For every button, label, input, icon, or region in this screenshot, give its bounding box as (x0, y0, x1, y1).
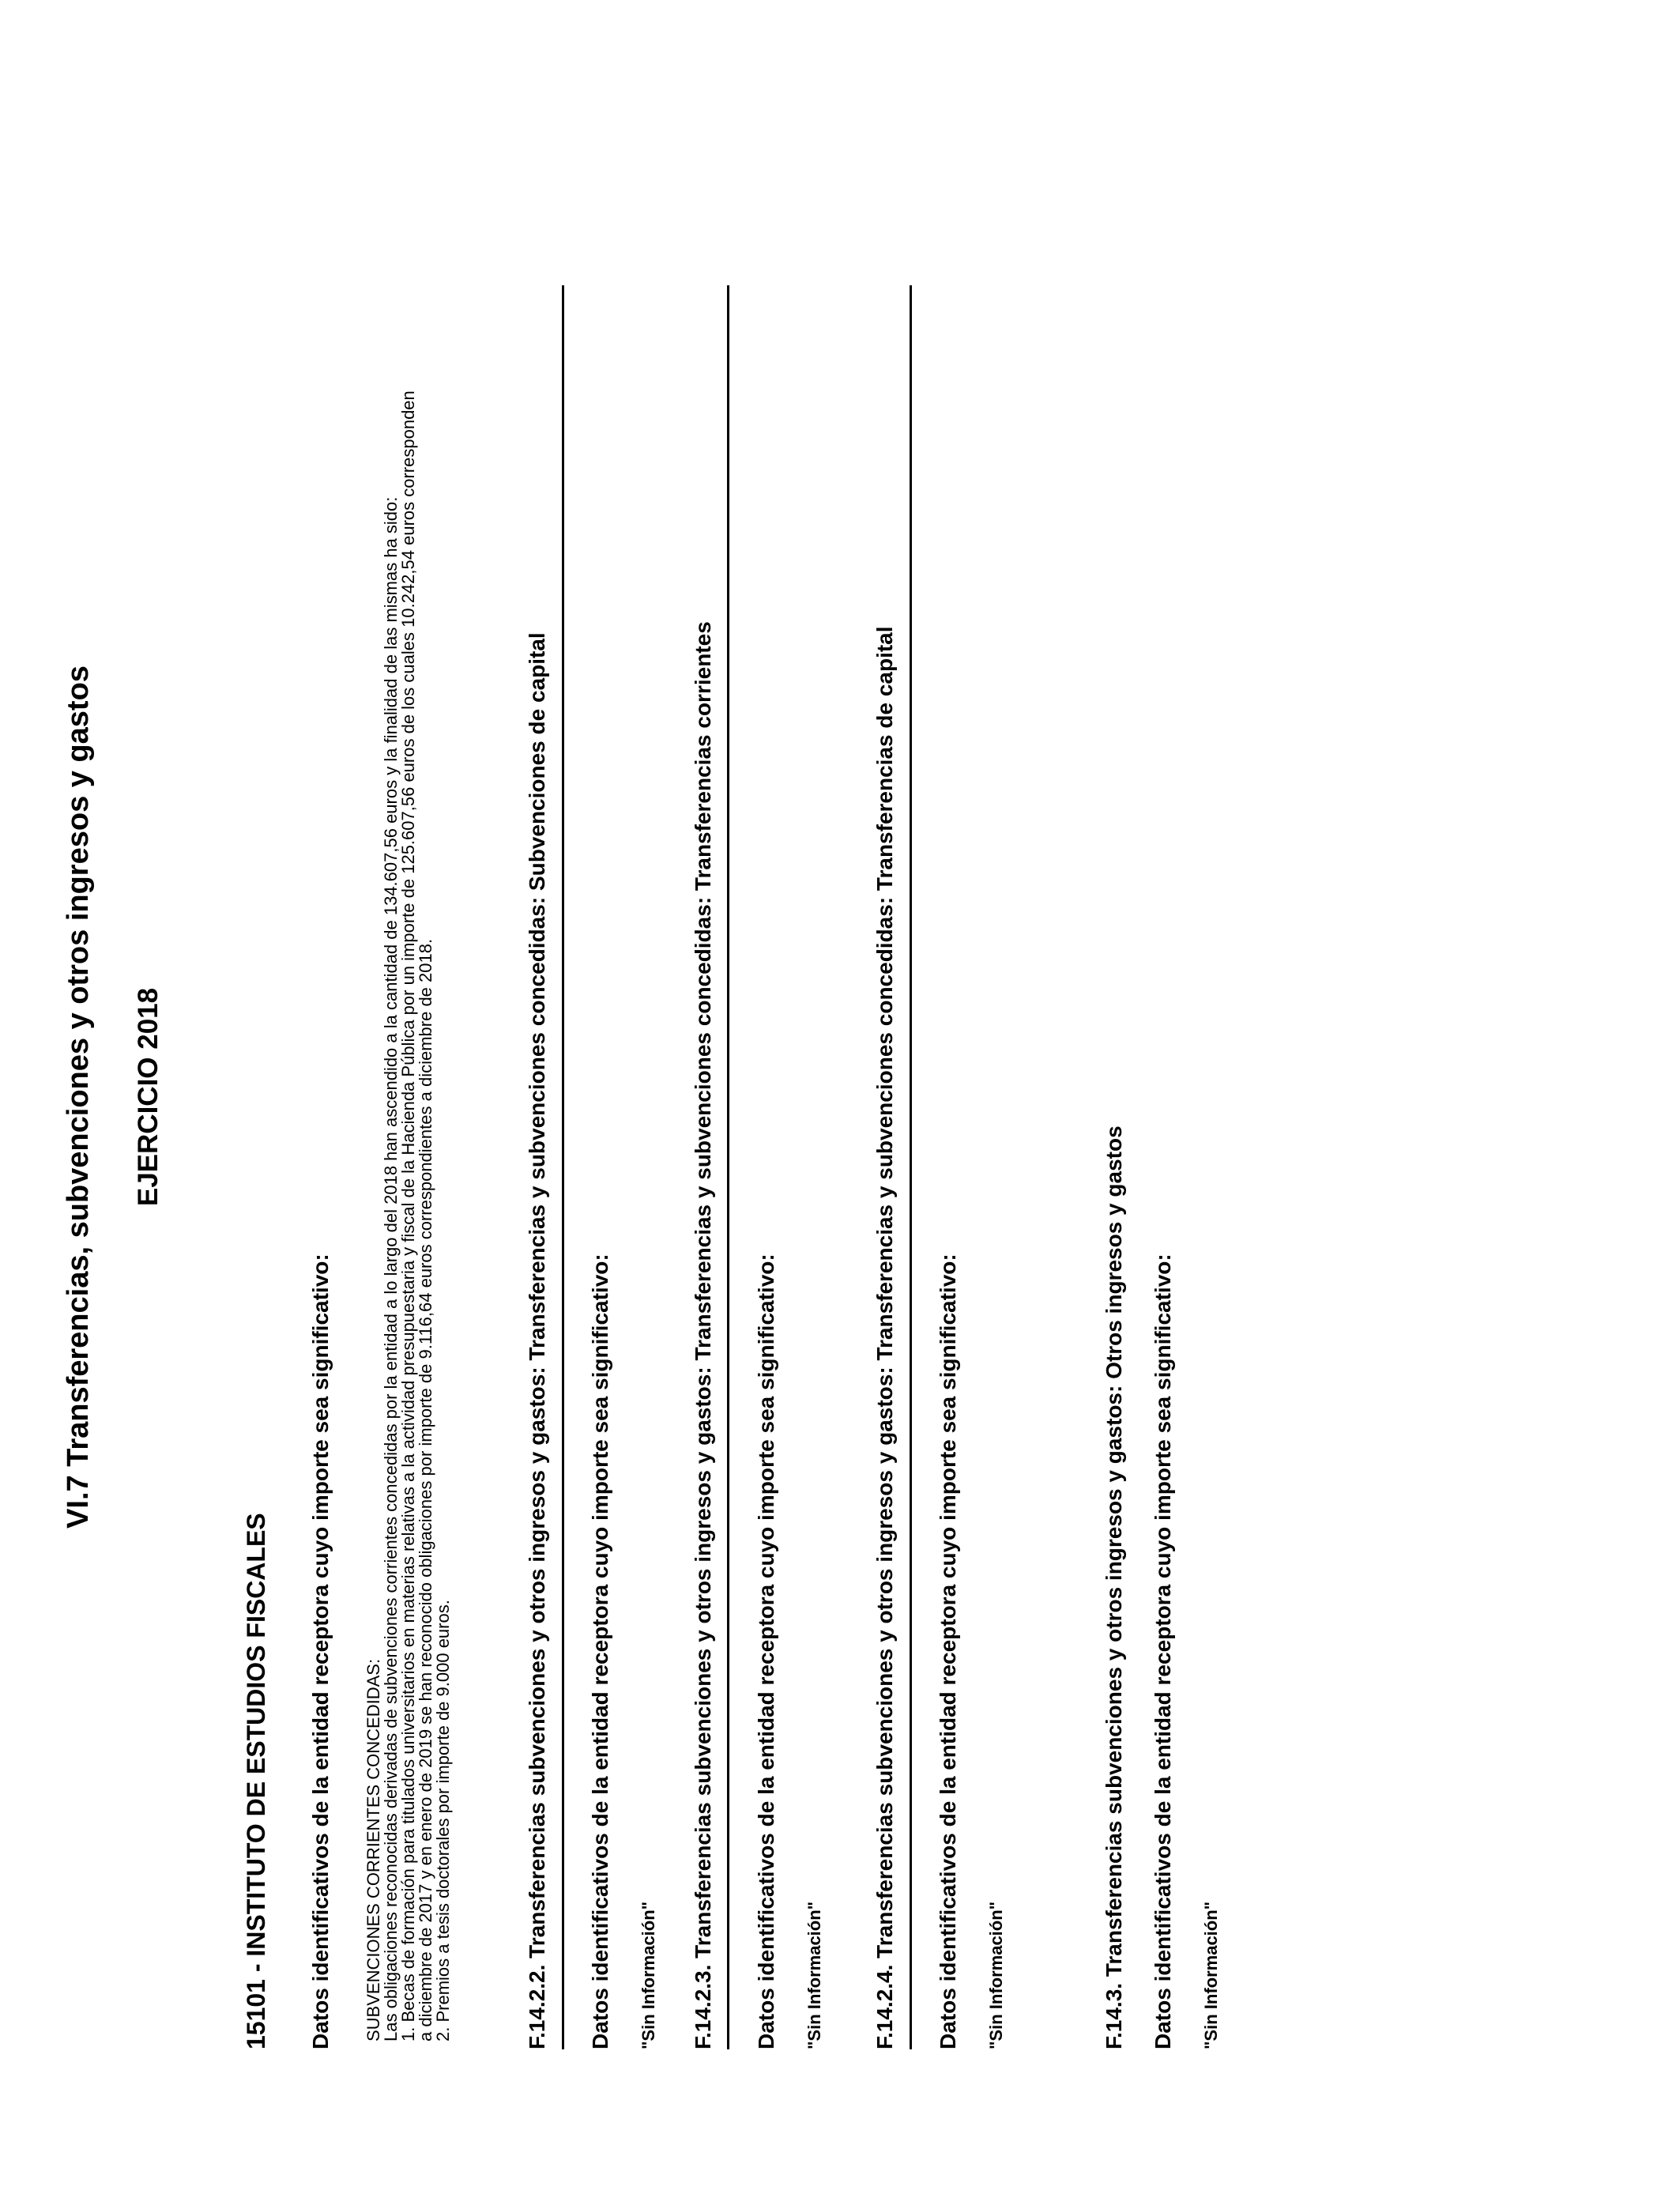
section-value: "Sin Información" (638, 1901, 658, 2049)
description-line: Las obligaciones reconocidas derivadas de subvenciones corrientes concedidas por la entidad a lo largo del 2018 han ascendido a la cantidad de 134.607,56 euros y la finalidad de las mismas ha sido: (381, 496, 401, 2041)
page-title: VI.7 Transferencias, subvenciones y otros ingresos y gastos (62, 665, 95, 1529)
section-value: "Sin Información" (1201, 1901, 1221, 2049)
description-line: 1. Becas de formación para titulados universitarios en materias relativas a la actividad presupuestaria y fiscal de la Hacienda Pública por un importe de 125.607,56 euros de los cuales 10.242,54 euros corresponden (398, 390, 418, 2041)
section-subheading: Datos identificativos de la entidad receptora cuyo importe sea significativo: (754, 1253, 778, 2049)
section-heading: F.14.2.4. Transferencias subvenciones y otros ingresos y gastos: Transferencias y subvenciones concedidas: Transferencias de capital (872, 626, 897, 2049)
section-heading: F.14.3. Transferencias subvenciones y otros ingresos y gastos: Otros ingresos y gastos (1102, 1125, 1126, 2049)
section-value: "Sin Información" (986, 1901, 1006, 2049)
description-line: a diciembre de 2017 y en enero de 2019 se han reconocido obligaciones por importe de 9.116,64 euros correspondientes a diciembre de 2018. (416, 938, 435, 2041)
description-line: 2. Premios a tesis doctorales por importe de 9.000 euros. (433, 1600, 453, 2041)
section-divider (727, 285, 729, 2049)
intro-heading: Datos identificativos de la entidad receptora cuyo importe sea significativo: (308, 1253, 333, 2049)
entity-title: 15101 - INSTITUTO DE ESTUDIOS FISCALES (242, 1513, 270, 2049)
section-divider (910, 285, 912, 2049)
exercise-year: EJERCICIO 2018 (133, 987, 164, 1207)
description-line: SUBVENCIONES CORRIENTES CONCEDIDAS: (363, 1658, 383, 2041)
section-divider (562, 285, 564, 2049)
section-subheading: Datos identificativos de la entidad receptora cuyo importe sea significativo: (936, 1253, 960, 2049)
section-value: "Sin Información" (804, 1901, 824, 2049)
section-heading: F.14.2.3. Transferencias subvenciones y otros ingresos y gastos: Transferencias y subvenciones concedidas: Transferencias corrientes (691, 621, 715, 2049)
intro-description (365, 2, 452, 2041)
section-subheading: Datos identificativos de la entidad receptora cuyo importe sea significativo: (588, 1253, 612, 2049)
section-subheading: Datos identificativos de la entidad receptora cuyo importe sea significativo: (1151, 1253, 1175, 2049)
section-heading: F.14.2.2. Transferencias subvenciones y otros ingresos y gastos: Transferencias y subvenciones concedidas: Subvenciones de capital (525, 632, 549, 2049)
